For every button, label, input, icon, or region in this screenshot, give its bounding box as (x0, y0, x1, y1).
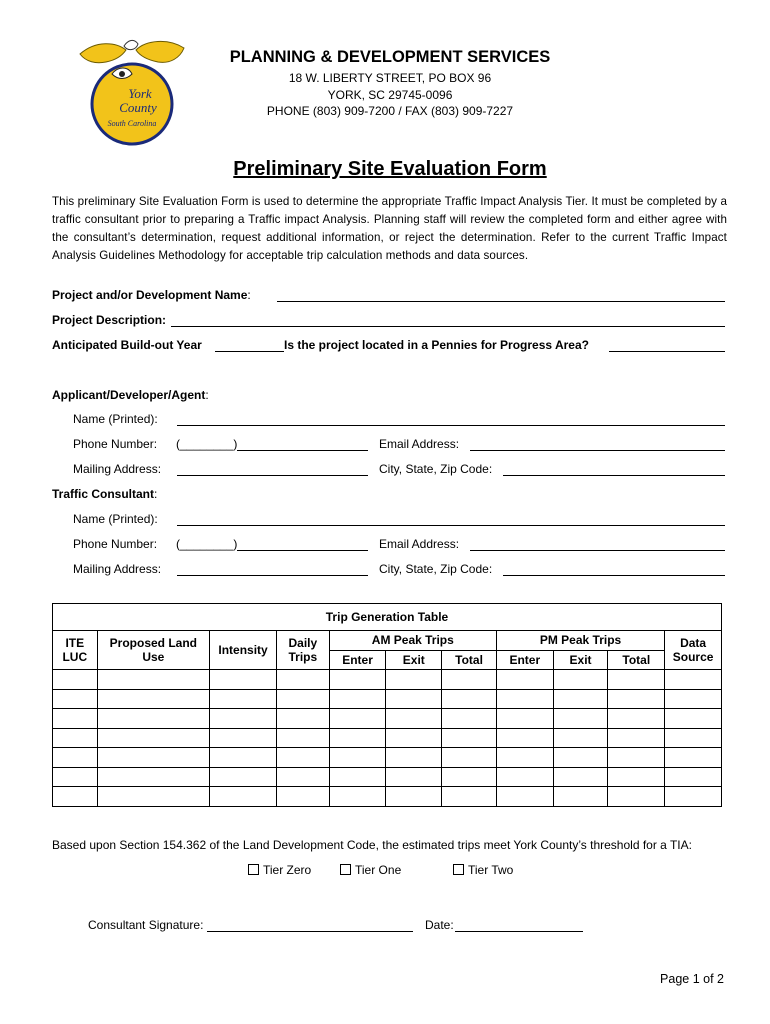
table-row (53, 670, 722, 690)
table-cell[interactable] (442, 748, 497, 768)
table-cell[interactable] (553, 767, 608, 787)
table-cell[interactable] (276, 670, 329, 690)
project-name-label: Project and/or Development Name: (52, 288, 251, 302)
table-cell[interactable] (553, 670, 608, 690)
col-daily-trips: Daily Trips (276, 631, 329, 670)
applicant-mailing-label: Mailing Address: (73, 462, 162, 476)
tier-two-checkbox[interactable] (453, 864, 464, 875)
table-cell[interactable] (210, 787, 277, 807)
table-cell[interactable] (97, 767, 210, 787)
table-cell[interactable] (553, 709, 608, 729)
table-cell[interactable] (97, 709, 210, 729)
table-cell[interactable] (276, 787, 329, 807)
table-cell[interactable] (210, 767, 277, 787)
col-pm-total: Total (608, 650, 665, 670)
table-cell[interactable] (496, 787, 553, 807)
consultant-name-field[interactable] (177, 525, 725, 526)
table-cell[interactable] (553, 748, 608, 768)
applicant-mailing-field[interactable] (177, 475, 368, 476)
consultant-heading: Traffic Consultant: (52, 487, 158, 501)
table-cell[interactable] (608, 767, 665, 787)
col-ite-luc: ITE LUC (53, 631, 98, 670)
table-cell[interactable] (553, 787, 608, 807)
phone-fax-line: PHONE (803) 909-7200 / FAX (803) 909-7227 (266, 104, 514, 118)
intro-paragraph: This preliminary Site Evaluation Form is used to determine the appropriate Traffic Impact Analysis Tier. It must be completed by a traffic consultant prior to preparing a Traffic impact Analysis. Planning staff will review the completed form and either agree with the consultant’s determination, request additional information, or reject the determination. Refer to the current Traffic Impact Analysis Guidelines Methodology for acceptable trip calculation methods and data sources. (52, 195, 727, 262)
table-cell[interactable] (608, 728, 665, 748)
logo-text-york: York (128, 86, 152, 101)
buildout-year-field[interactable] (215, 351, 284, 352)
table-cell[interactable] (442, 787, 497, 807)
table-row (53, 728, 722, 748)
applicant-name-label: Name (Printed): (73, 412, 158, 426)
signature-field[interactable] (207, 931, 413, 932)
logo-text-state: South Carolina (107, 119, 157, 128)
table-cell[interactable] (665, 709, 722, 729)
table-cell[interactable] (329, 670, 386, 690)
table-cell[interactable] (665, 728, 722, 748)
project-description-field[interactable] (171, 326, 725, 327)
table-row (53, 767, 722, 787)
table-cell[interactable] (276, 709, 329, 729)
table-cell[interactable] (329, 787, 386, 807)
col-am-total: Total (442, 650, 497, 670)
table-cell[interactable] (496, 670, 553, 690)
col-pm-enter: Enter (496, 650, 553, 670)
table-cell[interactable] (329, 748, 386, 768)
table-row (53, 689, 722, 709)
table-cell[interactable] (496, 728, 553, 748)
page-number: Page 1 of 2 (660, 972, 724, 986)
table-row (53, 709, 722, 729)
applicant-email-field[interactable] (470, 450, 725, 451)
date-field[interactable] (455, 931, 583, 932)
table-cell[interactable] (53, 709, 98, 729)
table-cell[interactable] (386, 728, 442, 748)
table-cell[interactable] (53, 670, 98, 690)
table-cell[interactable] (97, 748, 210, 768)
consultant-city-label: City, State, Zip Code: (379, 562, 493, 576)
table-cell[interactable] (442, 709, 497, 729)
table-cell[interactable] (442, 767, 497, 787)
applicant-phone-field[interactable] (237, 450, 368, 451)
tier-zero-checkbox[interactable] (248, 864, 259, 875)
col-pm-peak-trips: PM Peak Trips (496, 631, 664, 651)
table-cell[interactable] (665, 670, 722, 690)
table-cell[interactable] (608, 689, 665, 709)
table-cell[interactable] (210, 689, 277, 709)
col-proposed-land-use: Proposed Land Use (97, 631, 210, 670)
table-cell[interactable] (608, 787, 665, 807)
table-cell[interactable] (442, 670, 497, 690)
consultant-mailing-label: Mailing Address: (73, 562, 162, 576)
col-am-enter: Enter (329, 650, 386, 670)
table-cell[interactable] (386, 689, 442, 709)
table-cell[interactable] (496, 748, 553, 768)
table-cell[interactable] (553, 728, 608, 748)
date-label: Date: (425, 918, 454, 932)
table-cell[interactable] (329, 689, 386, 709)
table-cell[interactable] (442, 689, 497, 709)
col-intensity: Intensity (210, 631, 277, 670)
consultant-email-label: Email Address: (379, 537, 460, 551)
table-cell[interactable] (210, 709, 277, 729)
eagle-wings-icon (80, 40, 184, 62)
table-cell[interactable] (608, 709, 665, 729)
signature-label: Consultant Signature: (88, 918, 204, 932)
table-title: Trip Generation Table (53, 604, 722, 631)
table-cell[interactable] (442, 728, 497, 748)
table-cell[interactable] (210, 728, 277, 748)
applicant-email-label: Email Address: (379, 437, 460, 451)
table-cell[interactable] (97, 728, 210, 748)
table-cell[interactable] (53, 728, 98, 748)
col-pm-exit: Exit (553, 650, 608, 670)
col-data-source: Data Source (665, 631, 722, 670)
trip-generation-table (52, 603, 722, 807)
buildout-year-label: Anticipated Build-out Year (52, 338, 202, 352)
table-row (53, 787, 722, 807)
table-cell[interactable] (329, 767, 386, 787)
table-cell[interactable] (386, 709, 442, 729)
table-cell[interactable] (386, 670, 442, 690)
form-title: Preliminary Site Evaluation Form (233, 158, 547, 180)
tier-one-option[interactable]: Tier One (340, 863, 401, 877)
logo-text-county: County (119, 100, 157, 115)
project-name-field[interactable] (277, 301, 725, 302)
col-am-peak-trips: AM Peak Trips (329, 631, 496, 651)
table-cell[interactable] (665, 748, 722, 768)
consultant-name-label: Name (Printed): (73, 512, 158, 526)
table-cell[interactable] (97, 689, 210, 709)
applicant-phone-area-code[interactable]: (________) (176, 437, 238, 451)
table-cell[interactable] (608, 670, 665, 690)
address-line-1: 18 W. LIBERTY STREET, PO BOX 96 (288, 71, 492, 85)
applicant-heading: Applicant/Developer/Agent: (52, 388, 209, 402)
applicant-name-field[interactable] (177, 425, 725, 426)
tier-zero-option[interactable]: Tier Zero (248, 863, 311, 877)
consultant-phone-area-code[interactable]: (________) (176, 537, 238, 551)
consultant-city-field[interactable] (503, 575, 725, 576)
table-cell[interactable] (53, 787, 98, 807)
consultant-email-field[interactable] (470, 550, 725, 551)
applicant-city-label: City, State, Zip Code: (379, 462, 493, 476)
tier-one-checkbox[interactable] (340, 864, 351, 875)
table-cell[interactable] (276, 767, 329, 787)
tier-two-option[interactable]: Tier Two (453, 863, 513, 877)
table-cell[interactable] (276, 748, 329, 768)
consultant-mailing-field[interactable] (177, 575, 368, 576)
table-cell[interactable] (553, 689, 608, 709)
table-cell[interactable] (276, 689, 329, 709)
table-cell[interactable] (276, 728, 329, 748)
table-cell[interactable] (496, 709, 553, 729)
table-cell[interactable] (386, 787, 442, 807)
table-cell[interactable] (665, 767, 722, 787)
table-cell[interactable] (329, 728, 386, 748)
table-cell[interactable] (496, 767, 553, 787)
table-cell[interactable] (97, 787, 210, 807)
consultant-phone-label: Phone Number: (73, 537, 158, 551)
table-cell[interactable] (97, 670, 210, 690)
pennies-progress-label: Is the project located in a Pennies for Progress Area? (284, 338, 589, 352)
table-cell[interactable] (53, 748, 98, 768)
table-cell[interactable] (608, 748, 665, 768)
table-cell[interactable] (386, 767, 442, 787)
table-cell[interactable] (665, 689, 722, 709)
address-line-2: YORK, SC 29745-0096 (327, 88, 453, 102)
table-cell[interactable] (53, 689, 98, 709)
table-cell[interactable] (53, 767, 98, 787)
applicant-phone-label: Phone Number: (73, 437, 158, 451)
consultant-phone-field[interactable] (237, 550, 368, 551)
table-cell[interactable] (665, 787, 722, 807)
threshold-statement: Based upon Section 154.362 of the Land Development Code, the estimated trips meet York County’s threshold for a TIA: (52, 838, 692, 852)
applicant-city-field[interactable] (503, 475, 725, 476)
pennies-progress-field[interactable] (609, 351, 725, 352)
table-cell[interactable] (210, 748, 277, 768)
table-cell[interactable] (210, 670, 277, 690)
table-row (53, 748, 722, 768)
table-cell[interactable] (496, 689, 553, 709)
table-cell[interactable] (329, 709, 386, 729)
org-name: PLANNING & DEVELOPMENT SERVICES (229, 48, 551, 66)
york-county-seal-logo (76, 36, 188, 148)
table-cell[interactable] (386, 748, 442, 768)
project-description-label: Project Description: (52, 313, 167, 327)
col-am-exit: Exit (386, 650, 442, 670)
